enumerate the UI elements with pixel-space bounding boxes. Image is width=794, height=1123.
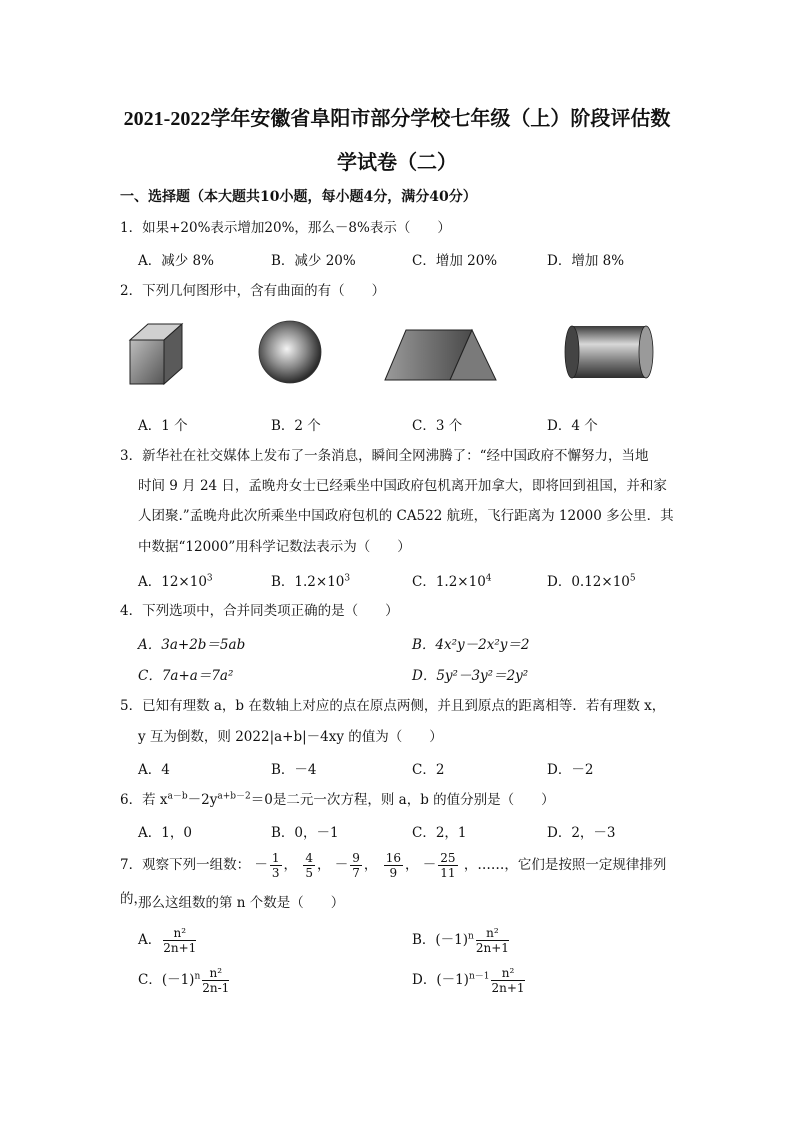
q2-option-b: B．2 个 — [271, 418, 321, 434]
exam-title-line2: 学试卷（二） — [337, 152, 457, 174]
question-3-line1: 3．新华社在社交媒体上发布了一条消息，瞬间全网沸腾了：“经中国政府不懈努力，当地 — [120, 448, 649, 464]
q1-option-b: B．减少 20% — [271, 253, 356, 269]
question-6-options — [138, 821, 698, 841]
sphere-icon — [259, 321, 321, 383]
question-7-line2: 那么这组数的第 n 个数是（ ） — [138, 895, 345, 911]
question-2-options — [138, 414, 698, 434]
q7-fraction-2: $\frac{4}{5}$ — [305, 851, 313, 880]
q6-option-d: D．2，－3 — [547, 825, 616, 841]
q3-option-a: A．$12\times 10^3$ — [138, 573, 213, 590]
question-4-options-row1 — [138, 633, 698, 653]
question-3-line2: 时间 9 月 24 日，孟晚舟女士已经乘坐中国政府包机离开加拿大，即将回到祖国，并和家 — [138, 478, 667, 494]
q4-option-b: B．4x²y－2x²y＝2 — [412, 637, 530, 653]
q7-option-b: B．$(-1)^n$ $\frac{\text{n²}}{2n+1}$ — [412, 926, 509, 955]
question-7-stem: 7．观察下列一组数： － $\frac{1}{3}$ ， $\frac{4}{5}$ ， － $\frac{9}{7}$ ， $\frac{16}{9}$ ， － $\frac{25}{11}$ ，……，它们是按照一定规律排列的， — [120, 851, 667, 907]
q1-option-a: A．减少 8% — [138, 253, 214, 269]
question-1-stem: 1．如果+20%表示增加20%，那么－8%表示（ ） — [120, 220, 451, 236]
q2-option-a: A．1 个 — [138, 418, 188, 434]
q7-fraction-1: $\frac{1}{3}$ — [271, 851, 280, 880]
q3-option-c: C．$1.2\times 10^4$ — [412, 573, 492, 590]
cylinder-icon — [565, 326, 653, 378]
q7-fraction-5: $\frac{25}{11}$ — [440, 851, 456, 880]
q1-option-c: C．增加 20% — [412, 253, 498, 269]
q7-option-d: D．$(-1)^{n-1}$ $\frac{\text{n²}}{2n+1}$ — [412, 966, 525, 995]
q5-option-d: D．－2 — [547, 762, 594, 778]
q3-option-d: D．$0.12\times 10^5$ — [547, 573, 636, 590]
q4-option-d: D．5y²－3y²＝2y² — [412, 668, 529, 684]
q6-option-c: C．2，1 — [412, 825, 467, 841]
q5-option-b: B．－4 — [271, 762, 317, 778]
section-heading: 一、选择题（本大题共10小题，每小题4分，满分40分） — [120, 189, 477, 205]
question-3-line4: 中数据“12000”用科学记数法表示为（ ） — [138, 539, 411, 555]
cube-icon — [130, 324, 182, 384]
q6-option-a: A．1，0 — [138, 825, 192, 841]
question-3-line3: 人团聚.”孟晚舟此次所乘坐中国政府包机的 CA522 航班，飞行距离为 12000 多公里．其 — [138, 508, 674, 524]
q7-fraction-3: $\frac{9}{7}$ — [352, 851, 360, 880]
question-2-figures — [120, 318, 680, 388]
q7-fraction-4: $\frac{16}{9}$ — [385, 851, 401, 880]
q2-option-d: D．4 个 — [547, 418, 598, 434]
exam-title-line1: 2021-2022学年安徽省阜阳市部分学校七年级（上）阶段评估数 — [123, 108, 671, 130]
q7-option-a: A． $\frac{\text{n²}}{2n+1}$ — [138, 926, 197, 955]
q1-option-d: D．增加 8% — [547, 253, 625, 269]
question-5-line2: y 互为倒数，则 2022|a+b|－4xy 的值为（ ） — [138, 729, 443, 745]
q6-option-b: B．0，－1 — [271, 825, 339, 841]
question-4-stem: 4．下列选项中，合并同类项正确的是（ ） — [120, 603, 399, 619]
question-4-options-row2 — [138, 664, 698, 684]
question-7-options-row2 — [138, 966, 698, 1000]
question-5-options — [138, 758, 698, 778]
q3-option-b: B．$1.2\times 10^3$ — [271, 573, 351, 590]
triangular-prism-icon — [385, 330, 496, 380]
q5-option-a: A．4 — [138, 762, 170, 778]
q7-sequence: － $\frac{1}{3}$ ， $\frac{4}{5}$ ， － $\frac{9}{7}$ ， $\frac{16}{9}$ ， － $\frac{25}{11}$ — [254, 851, 456, 880]
q7-option-c: C．$(-1)^n$ $\frac{\text{n²}}{2n-1}$ — [138, 966, 230, 995]
question-7-options-row1 — [138, 926, 698, 960]
question-3-options — [138, 570, 698, 590]
q2-option-c: C．3 个 — [412, 418, 463, 434]
question-6-stem: 6．若 $x^{a-b}-2y^{a+b-2}=0$是二元一次方程，则 a，b 的值分别是（ ） — [120, 791, 555, 808]
question-5-line1: 5．已知有理数 a，b 在数轴上对应的点在原点两侧，并且到原点的距离相等．若有理数 x， — [120, 698, 666, 714]
q4-option-c: C．7a+a＝7a² — [138, 668, 234, 684]
q4-option-a: A．3a+2b＝5ab — [138, 637, 246, 653]
question-1-options — [138, 249, 698, 269]
q5-option-c: C．2 — [412, 762, 445, 778]
question-2-stem: 2．下列几何图形中，含有曲面的有（ ） — [120, 283, 386, 299]
